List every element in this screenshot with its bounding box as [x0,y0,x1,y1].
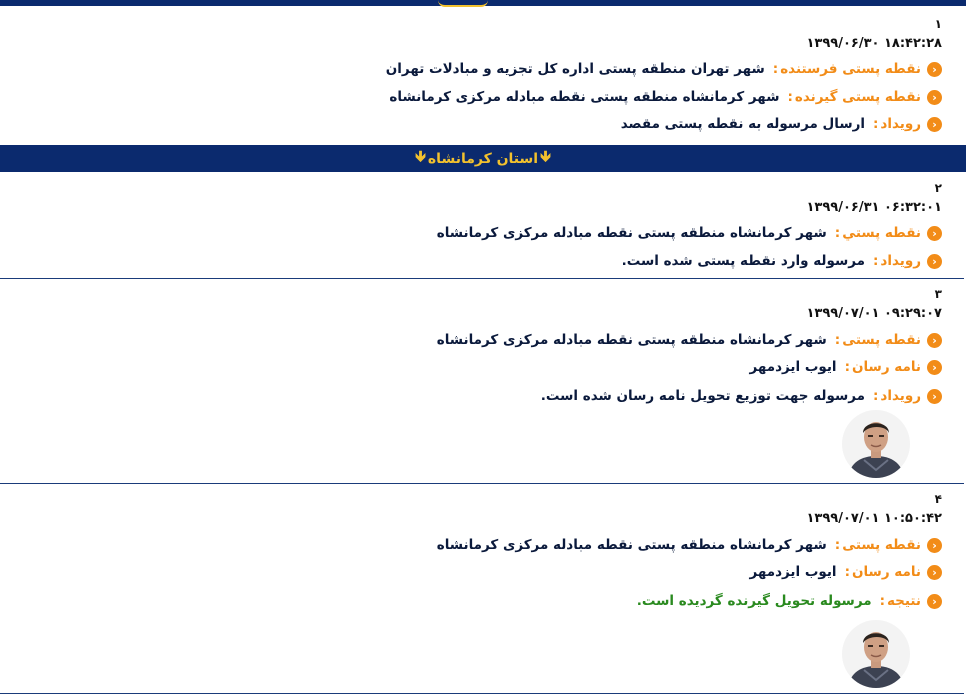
event-row-result: ‹ نتیجه : مرسوله تحویل گیرنده گردیده است. [637,591,942,611]
row-label: رویداد [880,388,921,404]
row-label: نامه رسان [851,359,921,375]
carrier-photo [842,620,910,688]
chevron-left-circle-icon: ‹ [927,226,942,241]
event-row-postal-point: ‹ نقطه پستي : شهر کرمانشاه منطقه پستی نقطه مبادله مرکزی کرمانشاه [437,223,942,243]
event-row-event: ‹ رویداد : ارسال مرسوله به نقطه پستی مقصد [621,114,942,134]
region-header [0,145,966,172]
row-value: مرسوله تحویل گیرنده گردیده است. [636,593,872,609]
event-row-receiver: ‹ نقطه پستی گیرنده : شهر کرمانشاه منطقه پستی نقطه مبادله مرکزی کرمانشاه [389,87,942,107]
event-row-postal-point: ‹ نقطه پستی : شهر کرمانشاه منطقه پستی نقطه مبادله مرکزی کرمانشاه [437,535,942,555]
chevron-left-circle-icon: ‹ [927,538,942,553]
row-value: مرسوله جهت توزیع تحویل نامه رسان شده است. [540,388,865,404]
tracking-event-2 [0,172,964,279]
event-datetime: ۱۳۹۹/۰۶/۳۱ ۰۶:۳۲:۰۱ [806,200,942,215]
row-label: نامه رسان [851,564,921,580]
event-row-postal-point: ‹ نقطه پستی : شهر کرمانشاه منطقه پستی نقطه مبادله مرکزی کرمانشاه [437,330,942,350]
region-header-label: استان کرمانشاه [427,150,539,167]
row-label: نتیجه [886,593,921,609]
event-index: ۳ [934,287,942,301]
chevron-left-circle-icon: ‹ [927,389,942,404]
row-label: نقطه پستی [842,537,921,553]
tracking-event-3 [0,279,964,484]
chevron-left-circle-icon: ‹ [927,594,942,609]
chevron-left-circle-icon: ‹ [927,333,942,348]
event-datetime: ۱۳۹۹/۰۷/۰۱ ۰۹:۲۹:۰۷ [806,306,942,321]
arrow-down-icon: 🡻 [540,147,551,165]
row-label: رویداد [880,253,921,269]
row-label: نقطه پستی گیرنده [794,89,921,105]
carrier-photo [842,410,910,478]
row-value: ایوب ایزدمهر [749,359,837,375]
event-index: ۱ [934,17,942,31]
row-label: نقطه پستي [842,225,921,241]
event-row-event: ‹ رویداد : مرسوله جهت توزیع تحویل نامه رسان شده است. [541,386,942,406]
row-label: نقطه پستی فرستنده [780,61,921,77]
event-row-sender: ‹ نقطه پستی فرستنده : شهر تهران منطقه پستی اداره کل تجزیه و مبادلات تهران [386,59,942,79]
event-row-carrier: ‹ نامه رسان : ایوب ایزدمهر [749,562,942,582]
chevron-left-circle-icon: ‹ [927,117,942,132]
chevron-left-circle-icon: ‹ [927,254,942,269]
row-value: شهر کرمانشاه منطقه پستی نقطه مبادله مرکزی کرمانشاه [436,332,827,348]
event-datetime: ۱۳۹۹/۰۶/۳۰ ۱۸:۴۲:۲۸ [806,36,942,51]
row-value: ارسال مرسوله به نقطه پستی مقصد [620,116,865,132]
row-value: شهر کرمانشاه منطقه پستی نقطه مبادله مرکزی کرمانشاه [389,89,780,105]
row-value: شهر کرمانشاه منطقه پستی نقطه مبادله مرکزی کرمانشاه [436,225,827,241]
event-index: ۴ [934,492,942,506]
row-value: شهر کرمانشاه منطقه پستی نقطه مبادله مرکزی کرمانشاه [436,537,827,553]
arrow-down-icon: 🡻 [415,147,426,165]
chevron-left-circle-icon: ‹ [927,565,942,580]
row-label: رویداد [880,116,921,132]
row-value: شهر تهران منطقه پستی اداره کل تجزیه و مبادلات تهران [385,61,765,77]
tracking-event-1 [0,6,964,146]
event-row-event: ‹ رویداد : مرسوله وارد نقطه پستی شده است. [622,251,942,271]
chevron-left-circle-icon: ‹ [927,62,942,77]
row-value: مرسوله وارد نقطه پستی شده است. [621,253,865,269]
event-datetime: ۱۳۹۹/۰۷/۰۱ ۱۰:۵۰:۴۲ [806,511,942,526]
tracking-event-4 [0,484,964,694]
row-label: نقطه پستی [842,332,921,348]
chevron-left-circle-icon: ‹ [927,360,942,375]
chevron-left-circle-icon: ‹ [927,90,942,105]
event-index: ۲ [934,181,942,195]
row-value: ایوب ایزدمهر [749,564,837,580]
event-row-carrier: ‹ نامه رسان : ایوب ایزدمهر [749,357,942,377]
